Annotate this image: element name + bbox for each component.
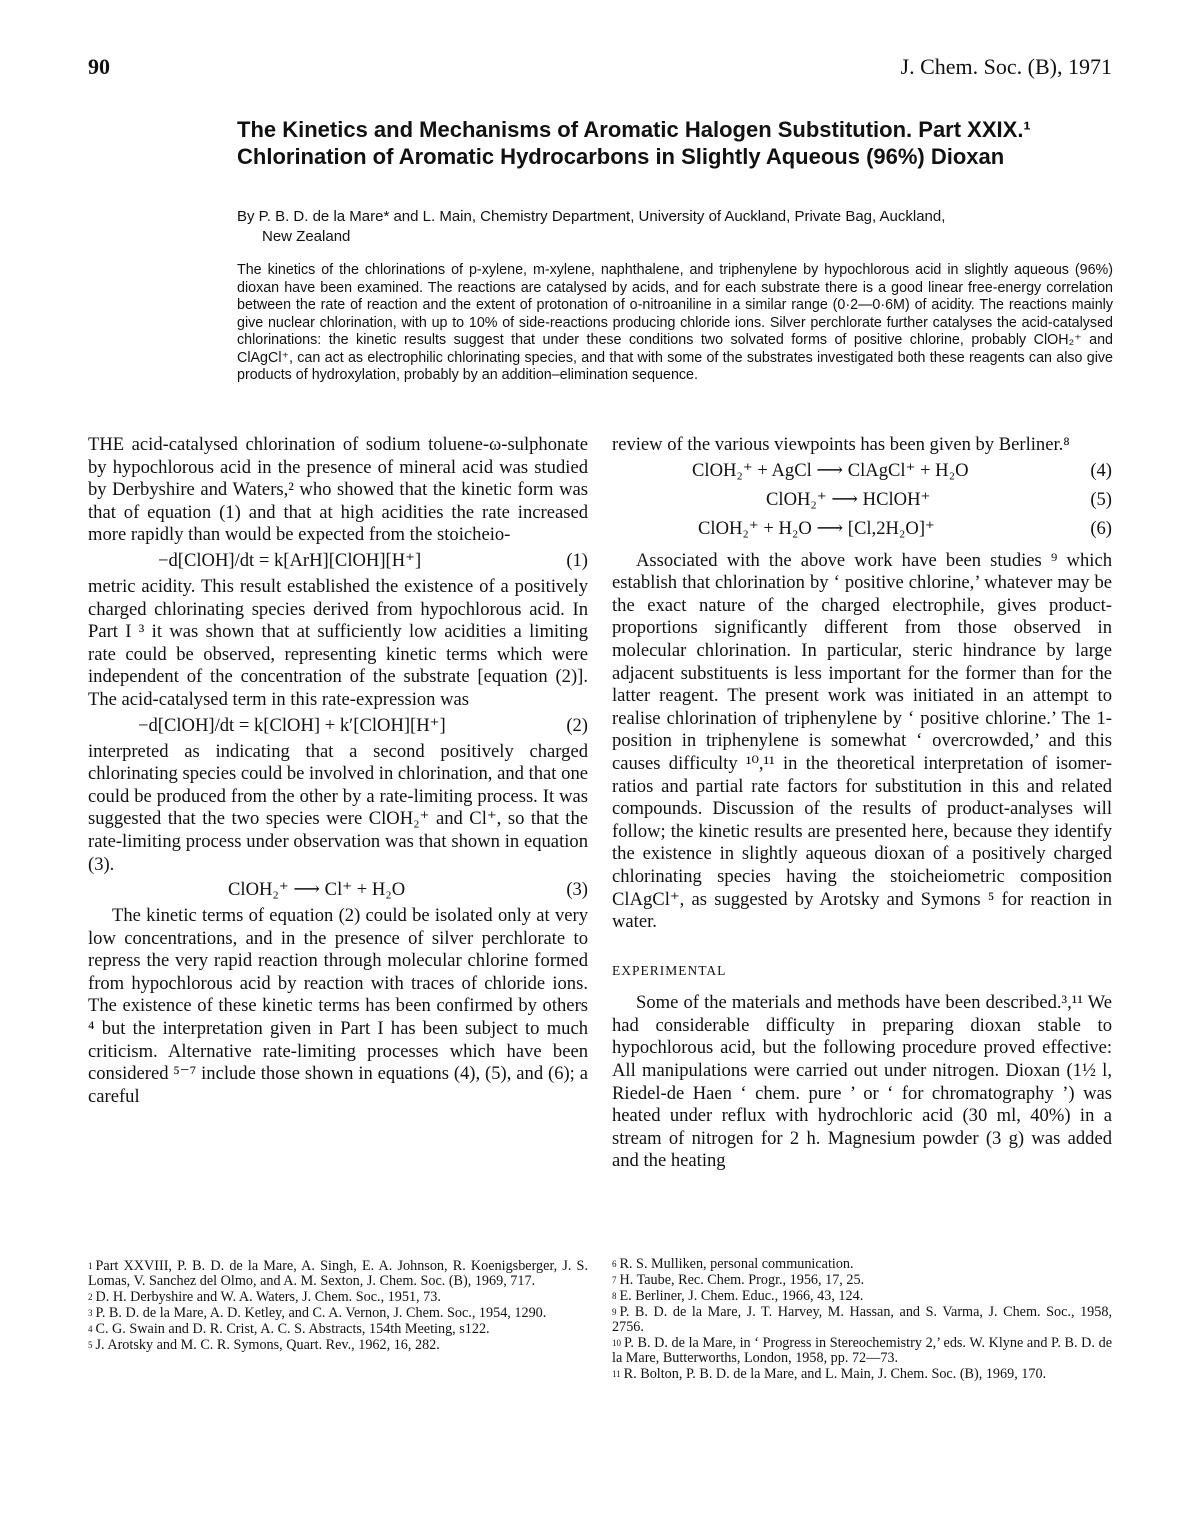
footnote-text: D. H. Derbyshire and W. A. Waters, J. Chem. Soc., 1951, 73. — [95, 1289, 441, 1305]
footnote-number: 11 — [612, 1369, 621, 1379]
footnotes-right — [612, 1257, 1112, 1383]
footnote — [88, 1306, 588, 1321]
footnote-number: 4 — [88, 1324, 93, 1334]
paragraph: metric acidity. This result established the existence of a positively charged chlorinating species derived from hypochlorous acid. In Part I ³ it was shown that at sufficiently low acidities a limiting rate could be observed, representing kinetic terms which were independent of the concentration of the substrate [equation (2)]. The acid-catalysed term in this rate-expression was — [88, 575, 588, 710]
footnote — [612, 1273, 1112, 1288]
equation-3 — [88, 876, 588, 905]
equation-expression: ClOH₂⁺ + H₂O ⟶ [Cl,2H₂O]⁺ — [698, 517, 935, 539]
authors-line-1: By P. B. D. de la Mare* and L. Main, Chemistry Department, University of Auckland, Private Bag, Auckland, — [237, 208, 946, 225]
footnote — [612, 1336, 1112, 1366]
journal-citation: J. Chem. Soc. (B), 1971 — [900, 54, 1112, 79]
footnote-text: E. Berliner, J. Chem. Educ., 1966, 43, 124. — [619, 1288, 864, 1304]
paragraph: review of the various viewpoints has been given by Berliner.⁸ — [612, 434, 1070, 455]
footnote-text: R. Bolton, P. B. D. de la Mare, and L. Main, J. Chem. Soc. (B), 1969, 170. — [623, 1366, 1047, 1382]
footnote — [88, 1322, 588, 1337]
footnotes-left — [88, 1259, 588, 1354]
footnote — [88, 1259, 588, 1289]
footnote — [612, 1289, 1112, 1304]
equation-2 — [88, 712, 588, 741]
paragraph: Associated with the above work have been studies ⁹ which establish that chlorination by ‘ positive chlorine,’ whatever may be the exact nature of the charged electrophile, gives product-proportions significantly different from those observed in molecular chlorination. In particular, steric hindrance by large adjacent substituents is less important for the former than for the latter reagent. The present work was initiated in an attempt to realise chlorination of triphenylene by ‘ positive chlorine.’ The 1-position in triphenylene is somewhat ‘ overcrowded,’ and this causes difficulty ¹⁰,¹¹ in the theoretical interpretation of isomer-ratios and partial rate factors for substitution in this and related compounds. Discussion of the results of product-analyses will follow; the kinetic results are presented here, because they identify the existence in slightly aqueous dioxan of a positively charged chlorinating species having the stoicheiometric composition ClAgCl⁺, as suggested by Arotsky and Symons ⁵ for reaction in water. — [612, 549, 1112, 933]
equation-number: (5) — [1090, 488, 1112, 510]
footnote-text: P. B. D. de la Mare, A. D. Ketley, and C. A. Vernon, J. Chem. Soc., 1954, 1290. — [95, 1305, 547, 1321]
footnote — [88, 1338, 588, 1353]
section-heading-experimental: EXPERIMENTAL — [612, 962, 727, 978]
left-column — [88, 434, 588, 1108]
footnote-number: 6 — [612, 1259, 617, 1269]
article-title: The Kinetics and Mechanisms of Aromatic Halogen Substitution. Part XXIX.¹ Chlorination of Aromatic Hydrocarbons in Slightly Aqueous (96%) Dioxan — [237, 117, 1031, 169]
equation-expression: ClOH₂⁺ ⟶ Cl⁺ + H₂O — [228, 879, 406, 901]
footnote-number: 1 — [88, 1261, 93, 1271]
page-number: 90 — [88, 54, 110, 79]
right-column — [612, 434, 1112, 1173]
equation-4 — [612, 457, 1112, 486]
paragraph: The kinetic terms of equation (2) could be isolated only at very low concentrations, and in the presence of silver perchlorate to repress the very rapid reaction through molecular chlorine formed from hypochlorous acid by reaction with traces of chloride ions. The existence of these kinetic terms has been confirmed by others ⁴ but the interpretation given in Part I has been subject to much criticism. Alternative rate-limiting processes which have been considered ⁵⁻⁷ include those shown in equations (4), (5), and (6); a careful — [88, 905, 588, 1107]
footnote — [612, 1367, 1112, 1382]
equation-number: (6) — [1090, 517, 1112, 539]
equation-expression: ClOH₂⁺ + AgCl ⟶ ClAgCl⁺ + H₂O — [692, 459, 969, 481]
authors-line-2: New Zealand — [262, 228, 351, 245]
footnote-number: 3 — [88, 1308, 93, 1318]
footnote-number: 9 — [612, 1307, 617, 1317]
equation-6 — [612, 515, 1112, 544]
footnote-number: 10 — [612, 1338, 621, 1348]
author-affiliation — [237, 207, 1113, 247]
footnote-text: J. Arotsky and M. C. R. Symons, Quart. Rev., 1962, 16, 282. — [95, 1337, 440, 1353]
footnote — [612, 1257, 1112, 1272]
equation-number: (4) — [1090, 459, 1112, 481]
footnote-number: 2 — [88, 1292, 93, 1302]
equation-expression: −d[ClOH]/dt = k[ClOH] + k′[ClOH][H⁺] — [138, 714, 446, 736]
equation-number: (1) — [566, 550, 588, 572]
footnote-text: Part XXVIII, P. B. D. de la Mare, A. Singh, E. A. Johnson, R. Koenigsberger, J. S. Lomas, V. Sanchez del Olmo, and A. M. Sexton, J. Chem. Soc. (B), 1969, 717. — [88, 1258, 588, 1289]
footnote-text: H. Taube, Rec. Chem. Progr., 1956, 17, 25. — [619, 1272, 865, 1288]
footnote — [88, 1290, 588, 1305]
footnote-number: 8 — [612, 1291, 617, 1301]
footnote-number: 5 — [88, 1340, 93, 1350]
footnote-number: 7 — [612, 1275, 617, 1285]
paragraph: Some of the materials and methods have been described.³,¹¹ We had considerable difficulty in preparing dioxan stable to hypochlorous acid, but the following procedure proved effective: All manipulations were carried out under nitrogen. Dioxan (1½ l, Riedel-de Haen ‘ chem. pure ’ or ‘ for chromatography ’) was heated under reflux with hydrochloric acid (30 ml, 40%) in a stream of nitrogen for 2 h. Magnesium powder (3 g) was added and the heating — [612, 992, 1112, 1172]
footnote-text: P. B. D. de la Mare, in ‘ Progress in Stereochemistry 2,’ eds. W. Klyne and P. B. D. de la Mare, Butterworths, London, 1958, pp. 72—73. — [612, 1335, 1112, 1366]
abstract: The kinetics of the chlorinations of p-xylene, m-xylene, naphthalene, and triphenylene by hypochlorous acid in slightly aqueous (96%) dioxan have been examined. The reactions are catalysed by acids, and for each substrate there is a good linear free-energy correlation between the rate of reaction and the extent of protonation of o-nitroaniline in a similar range (0·2—0·6M) of acidity. The reactions mainly give nuclear chlorination, with up to 10% of side-reactions producing chloride ions. Silver perchlorate further catalyses the acid-catalysed chlorinations: the kinetic results suggest that under these conditions two solvated forms of positive chlorine, probably ClOH₂⁺ and ClAgCl⁺, can act as electrophilic chlorinating species, and that with some of the substrates investigated both these reagents can also give products of hydroxylation, probably by an addition–elimination sequence. — [237, 262, 1113, 383]
footnote — [612, 1305, 1112, 1335]
equation-5 — [612, 486, 1112, 515]
footnote-text: C. G. Swain and D. R. Crist, A. C. S. Abstracts, 154th Meeting, s122. — [95, 1321, 490, 1337]
equation-1 — [88, 547, 588, 576]
equation-expression: −d[ClOH]/dt = k[ArH][ClOH][H⁺] — [158, 550, 422, 572]
equation-expression: ClOH₂⁺ ⟶ HClOH⁺ — [766, 488, 931, 510]
footnote-text: P. B. D. de la Mare, J. T. Harvey, M. Hassan, and S. Varma, J. Chem. Soc., 1958, 2756. — [612, 1304, 1112, 1335]
equation-number: (2) — [566, 714, 588, 736]
footnote-text: R. S. Mulliken, personal communication. — [619, 1256, 854, 1272]
equation-number: (3) — [566, 879, 588, 901]
paragraph: THE acid-catalysed chlorination of sodium toluene-ω-sulphonate by hypochlorous acid in the presence of mineral acid was studied by Derbyshire and Waters,² who showed that the kinetic form was that of equation (1) and that at high acidities the rate increased more rapidly than would be expected from the stoicheio- — [88, 434, 588, 546]
paragraph: interpreted as indicating that a second positively charged chlorinating species could be involved in chlorination, and that one could be produced from the other by a rate-limiting process. It was suggested that the two species were ClOH₂⁺ and Cl⁺, so that the rate-limiting process under observation was that shown in equation (3). — [88, 740, 588, 875]
